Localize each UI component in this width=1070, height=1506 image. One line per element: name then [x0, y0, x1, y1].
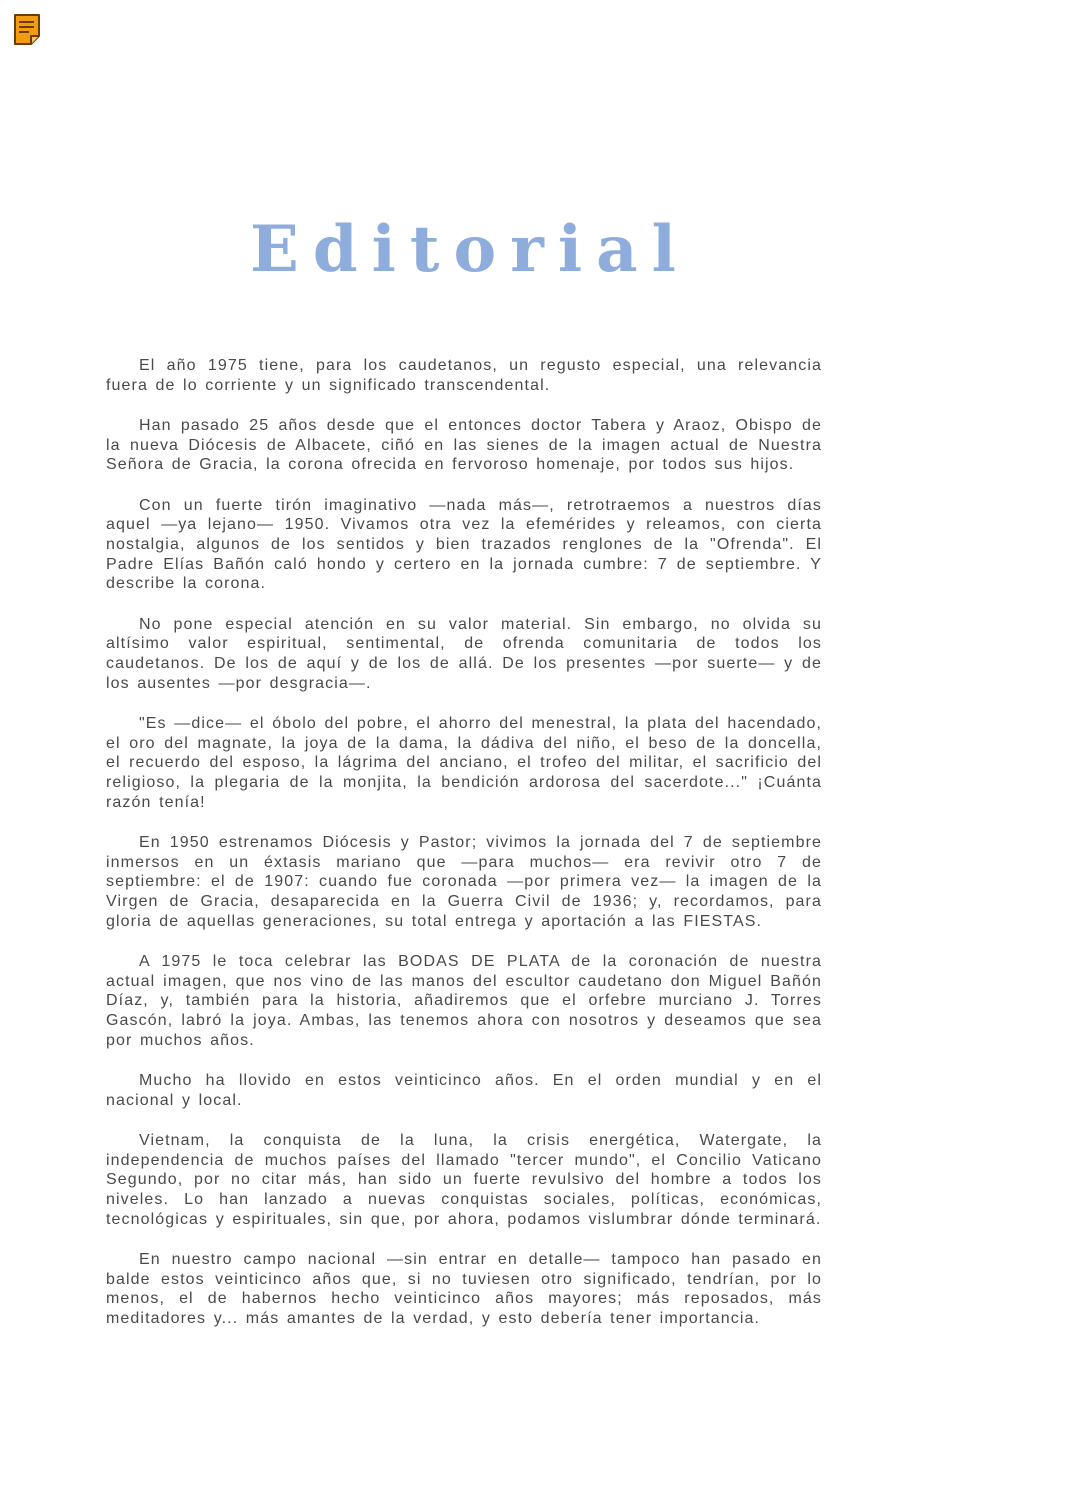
editorial-body	[106, 356, 822, 1349]
paragraph: El año 1975 tiene, para los caudetanos, un regusto especial, una relevancia fuera de lo corriente y un significado transcendental.	[106, 357, 822, 394]
paragraph: Mucho ha llovido en estos veinticinco años. En el orden mundial y en el nacional y local.	[106, 1071, 822, 1109]
note-icon[interactable]	[13, 13, 43, 47]
page-title: Editorial	[250, 212, 690, 287]
paragraph: En nuestro campo nacional —sin entrar en detalle— tampoco han pasado en balde estos veinticinco años que, si no tuviesen otro significado, tendrían, por lo menos, el de habernos hecho veinticinco años mayores; más reposados, más meditadores y... más amantes de la verdad, y esto debería tener importancia.	[106, 1250, 822, 1327]
paragraph: No pone especial atención en su valor material. Sin embargo, no olvida su altísimo valor espiritual, sentimental, de ofrenda comunitaria de todos los caudetanos. De los de aquí y de los de allá. De los presentes —por suerte— y de los ausentes —por desgracia—.	[106, 615, 822, 692]
paragraph: "Es —dice— el óbolo del pobre, el ahorro del menestral, la plata del hacendado, el oro del magnate, la joya de la dama, la dádiva del niño, el beso de la doncella, el recuerdo del esposo, la lágrima del anciano, el trofeo del militar, el sacrificio del religioso, la plegaria de la monjita, la bendición ardorosa del sacerdote..." ¡Cuánta razón tenía!	[106, 714, 822, 811]
paragraph: En 1950 estrenamos Diócesis y Pastor; vivimos la jornada del 7 de septiembre inmersos en un éxtasis mariano que —para muchos— era revivir otro 7 de septiembre: el de 1907: cuando fue coronada —por primera vez— la imagen de la Virgen de Gracia, desaparecida en la Guerra Civil de 1936; y, recordamos, para gloria de aquellas generaciones, su total entrega y aportación a las FIESTAS.	[106, 833, 822, 930]
paragraph: Vietnam, la conquista de la luna, la crisis energética, Watergate, la independencia de muchos países del llamado "tercer mundo", el Concilio Vaticano Segundo, por no citar más, han sido un fuerte revulsivo del hombre a todos los niveles. Lo han lanzado a nuevas conquistas sociales, políticas, económicas, tecnológicas y espirituales, sin que, por ahora, podamos vislumbrar dónde terminará.	[106, 1131, 822, 1228]
paragraph: Con un fuerte tirón imaginativo —nada más—, retrotraemos a nuestros días aquel —ya lejano— 1950. Vivamos otra vez la efemérides y releamos, con cierta nostalgia, algunos de los sentidos y bien trazados renglones de la "Ofrenda". El Padre Elías Bañón caló hondo y certero en la jornada cumbre: 7 de septiembre. Y describe la corona.	[106, 496, 822, 593]
paragraph: A 1975 le toca celebrar las BODAS DE PLATA de la coronación de nuestra actual imagen, que nos vino de las manos del escultor caudetano don Miguel Bañón Díaz, y, también para la historia, añadiremos que el orfebre murciano J. Torres Gascón, labró la joya. Ambas, las tenemos ahora con nosotros y deseamos que sea por muchos años.	[106, 952, 822, 1049]
paragraph: Han pasado 25 años desde que el entonces doctor Tabera y Araoz, Obispo de la nueva Diócesis de Albacete, ciñó en las sienes de la imagen actual de Nuestra Señora de Gracia, la corona ofrecida en fervoroso homenaje, por todos sus hijos.	[106, 416, 822, 474]
